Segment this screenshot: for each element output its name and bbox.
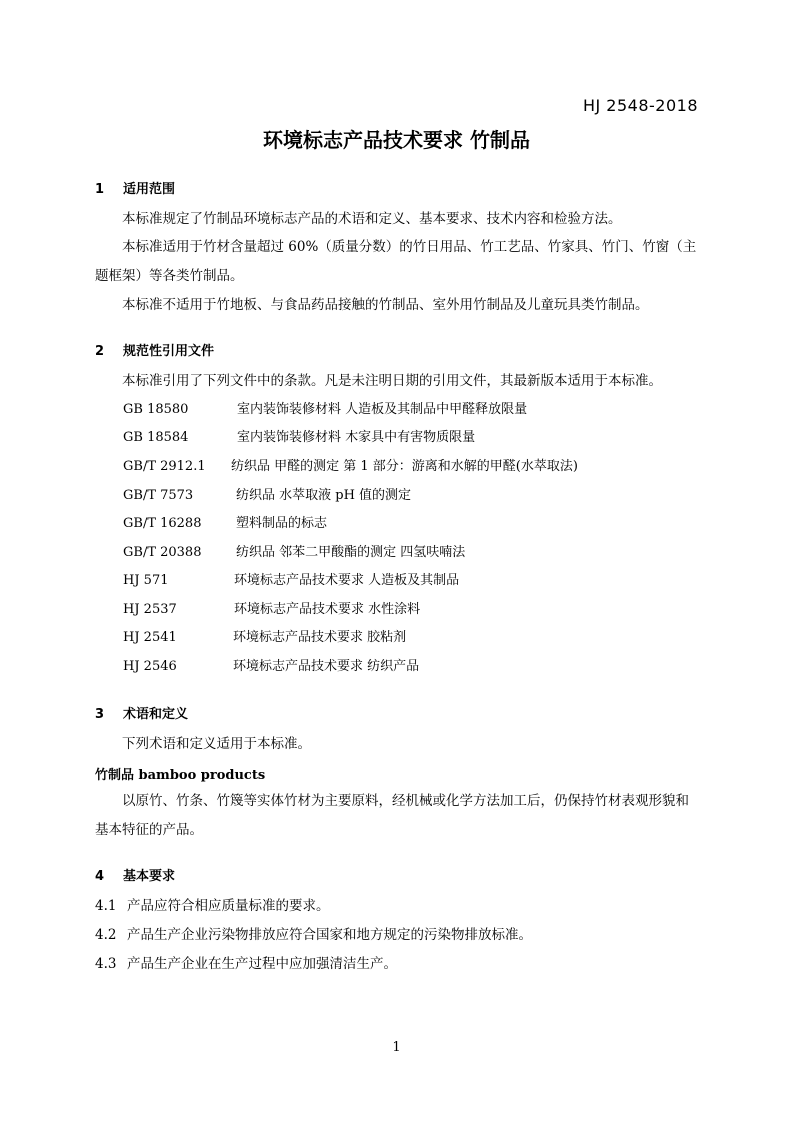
section-title: 术语和定义 [123, 707, 189, 722]
requirement-number: 4.2 [95, 927, 117, 943]
reference-title: 纺织品 邻苯二甲酸酯的测定 四氢呋喃法 [236, 545, 466, 560]
reference-title: 纺织品 甲醛的测定 第 1 部分：游离和水解的甲醛(水萃取法) [231, 459, 578, 474]
section-title: 适用范围 [123, 182, 176, 197]
section-1-heading [95, 178, 175, 197]
reference-row [123, 571, 460, 591]
requirement-text: 产品生产企业污染物排放应符合国家和地方规定的污染物排放标准。 [127, 927, 532, 943]
standard-code: HJ 2548-2018 [582, 96, 698, 115]
section-3-heading [95, 703, 188, 722]
section-2-intro: 本标准引用了下列文件中的条款。凡是未注明日期的引用文件，其最新版本适用于本标准。 [122, 373, 662, 389]
reference-title: 环境标志产品技术要求 纺织产品 [233, 659, 420, 674]
section-title: 基本要求 [123, 869, 176, 884]
section-1-paragraph: 本标准不适用于竹地板、与食品药品接触的竹制品、室外用竹制品及儿童玩具类竹制品。 [122, 297, 649, 313]
reference-row [123, 428, 476, 448]
reference-row [123, 657, 420, 677]
requirement-item [95, 925, 532, 945]
reference-code: HJ 571 [123, 573, 169, 588]
term-chinese: 竹制品 [95, 768, 135, 783]
reference-code: GB 18580 [123, 402, 189, 417]
section-3-intro: 下列术语和定义适用于本标准。 [122, 736, 311, 752]
section-title: 规范性引用文件 [123, 344, 215, 359]
reference-code: GB 18584 [123, 430, 189, 445]
section-number: 1 [95, 182, 105, 197]
term-heading [95, 764, 265, 783]
reference-title: 环境标志产品技术要求 水性涂料 [234, 602, 421, 617]
section-1-paragraph: 本标准适用于竹材含量超过 60%（质量分数）的竹日用品、竹工艺品、竹家具、竹门、竹窗（主题框架）等各类竹制品。 [95, 239, 697, 284]
reference-code: GB/T 7573 [123, 488, 194, 503]
requirement-text: 产品生产企业在生产过程中应加强清洁生产。 [127, 956, 397, 972]
reference-title: 环境标志产品技术要求 人造板及其制品 [234, 573, 460, 588]
page-number: 1 [392, 1040, 401, 1055]
section-number: 4 [95, 869, 105, 884]
reference-row [123, 543, 466, 563]
term-english: bamboo products [138, 768, 266, 783]
reference-title: 塑料制品的标志 [236, 516, 328, 531]
requirement-number: 4.3 [95, 956, 117, 972]
reference-title: 室内装饰装修材料 木家具中有害物质限量 [237, 430, 476, 445]
reference-code: HJ 2541 [123, 630, 177, 645]
reference-code: HJ 2537 [123, 602, 177, 617]
section-number: 3 [95, 707, 105, 722]
reference-title: 纺织品 水萃取液 pH 值的测定 [236, 488, 412, 503]
reference-code: GB/T 16288 [123, 516, 202, 531]
document-title: 环境标志产品技术要求 竹制品 [263, 128, 530, 152]
reference-row [123, 628, 407, 648]
reference-code: HJ 2546 [123, 659, 177, 674]
section-4-heading [95, 865, 175, 884]
requirement-text: 产品应符合相应质量标准的要求。 [127, 898, 330, 914]
reference-row [123, 600, 421, 620]
requirement-item [95, 896, 330, 916]
reference-row [123, 514, 328, 534]
term-definition: 以原竹、竹条、竹篾等实体竹材为主要原料，经机械或化学方法加工后，仍保持竹材表观形貌和基本特征的产品。 [95, 793, 689, 838]
reference-row [123, 400, 528, 420]
reference-title: 环境标志产品技术要求 胶粘剂 [233, 630, 407, 645]
section-2-heading [95, 340, 214, 359]
reference-code: GB/T 20388 [123, 545, 202, 560]
requirement-number: 4.1 [95, 898, 117, 914]
reference-row [123, 457, 578, 477]
section-1-paragraph: 本标准规定了竹制品环境标志产品的术语和定义、基本要求、技术内容和检验方法。 [122, 211, 622, 227]
reference-row [123, 486, 412, 506]
section-number: 2 [95, 344, 105, 359]
reference-code: GB/T 2912.1 [123, 459, 206, 474]
reference-title: 室内装饰装修材料 人造板及其制品中甲醛释放限量 [237, 402, 528, 417]
requirement-item [95, 954, 397, 974]
